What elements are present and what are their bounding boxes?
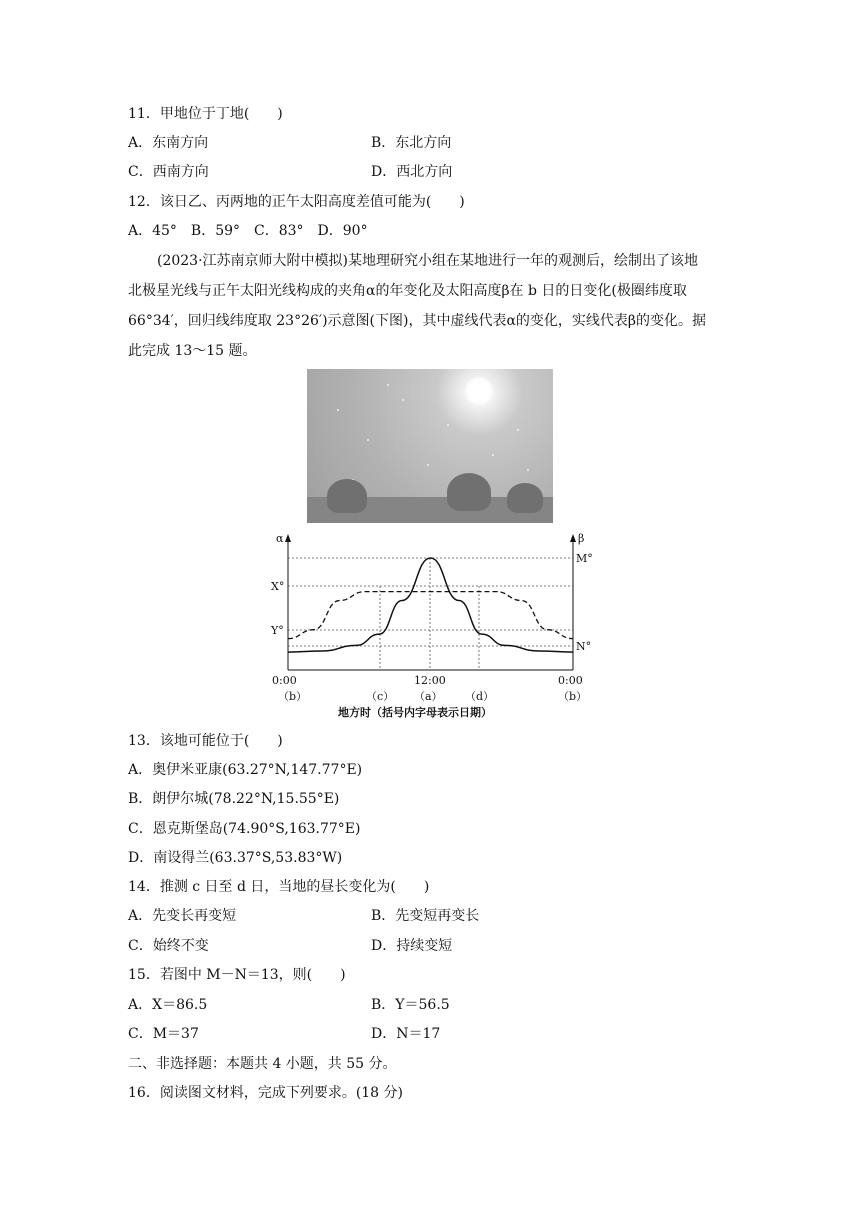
tick-time-24: 0:00 — [558, 674, 583, 687]
tree-silhouette — [447, 473, 491, 511]
date-label-d: （d） — [465, 690, 495, 703]
reference-lines — [288, 558, 573, 670]
right-axis-arrow — [570, 534, 576, 542]
q13-option-c: C．恩克斯堡岛(74.90°S,163.77°E) — [128, 821, 361, 837]
beta-series-line — [288, 558, 573, 652]
tick-x-deg: X° — [271, 580, 285, 593]
q11-option-c: C．西南方向 — [128, 164, 209, 180]
q16-stem: 16．阅读图文材料，完成下列要求。(18 分) — [128, 1085, 404, 1101]
date-label-b1: （b） — [278, 690, 308, 703]
q11-option-a: A．东南方向 — [128, 135, 209, 151]
alpha-series-line — [288, 592, 573, 639]
q15-option-c: C．M＝37 — [128, 1026, 199, 1042]
q13-option-b: B．朗伊尔城(78.22°N,15.55°E) — [128, 791, 340, 807]
tick-y-deg: Y° — [271, 624, 284, 637]
q15-option-a: A．X＝86.5 — [128, 997, 208, 1013]
date-label-c: （c） — [366, 690, 395, 703]
alpha-beta-chart — [268, 530, 593, 720]
left-axis-arrow — [285, 534, 291, 542]
night-sky-photo — [307, 369, 553, 523]
q15-stem: 15．若图中 M－N＝13，则( ) — [128, 967, 346, 983]
q14-option-b: B．先变短再变长 — [371, 908, 480, 924]
q11-stem: 11．甲地位于丁地( ) — [128, 106, 283, 122]
q13-option-d: D．南设得兰(63.37°S,53.83°W) — [128, 850, 343, 866]
tick-time-0: 0:00 — [272, 674, 297, 687]
date-label-a: （a） — [414, 690, 443, 703]
tick-m-deg: M° — [576, 552, 593, 565]
q11-option-b: B．东北方向 — [371, 135, 452, 151]
sun-glow — [465, 377, 493, 405]
right-axis-label: β — [578, 532, 585, 545]
x-axis-caption: 地方时（括号内字母表示日期） — [338, 706, 492, 719]
q12-stem: 12．该日乙、丙两地的正午太阳高度差值可能为( ) — [128, 194, 465, 210]
q14-stem: 14．推测 c 日至 d 日，当地的昼长变化为( ) — [128, 879, 430, 895]
tick-n-deg: N° — [576, 640, 592, 653]
date-label-b2: （b） — [558, 690, 588, 703]
intro-line-1: (2023·江苏南京师大附中模拟)某地理研究小组在某地进行一年的观测后，绘制出了该地 — [157, 253, 699, 269]
q11-option-d: D．西北方向 — [371, 164, 453, 180]
q13-stem: 13．该地可能位于( ) — [128, 733, 283, 749]
q12-options: A．45° B．59° C．83° D．90° — [128, 223, 368, 239]
tree-silhouette — [507, 483, 543, 513]
tick-time-12: 12:00 — [414, 674, 446, 687]
q13-option-a: A．奥伊米亚康(63.27°N,147.77°E) — [128, 762, 363, 778]
intro-line-3: 66°34′，回归线纬度取 23°26′)示意图(下图)，其中虚线代表α的变化，实线代表β的变化。据 — [128, 313, 706, 329]
intro-line-2: 北极星光线与正午太阳光线构成的夹角α的年变化及太阳高度β在 b 日的日变化(极圈纬度取 — [128, 283, 687, 299]
tree-silhouette — [327, 479, 367, 513]
q14-option-a: A．先变长再变短 — [128, 908, 237, 924]
section-2-heading: 二、非选择题：本题共 4 小题，共 55 分。 — [128, 1056, 397, 1072]
q15-option-d: D．N＝17 — [371, 1026, 441, 1042]
q14-option-d: D．持续变短 — [371, 938, 453, 954]
left-axis-label: α — [276, 532, 284, 545]
q15-option-b: B．Y＝56.5 — [371, 997, 450, 1013]
intro-line-4: 此完成 13～15 题。 — [128, 343, 257, 359]
q14-option-c: C．始终不变 — [128, 938, 209, 954]
